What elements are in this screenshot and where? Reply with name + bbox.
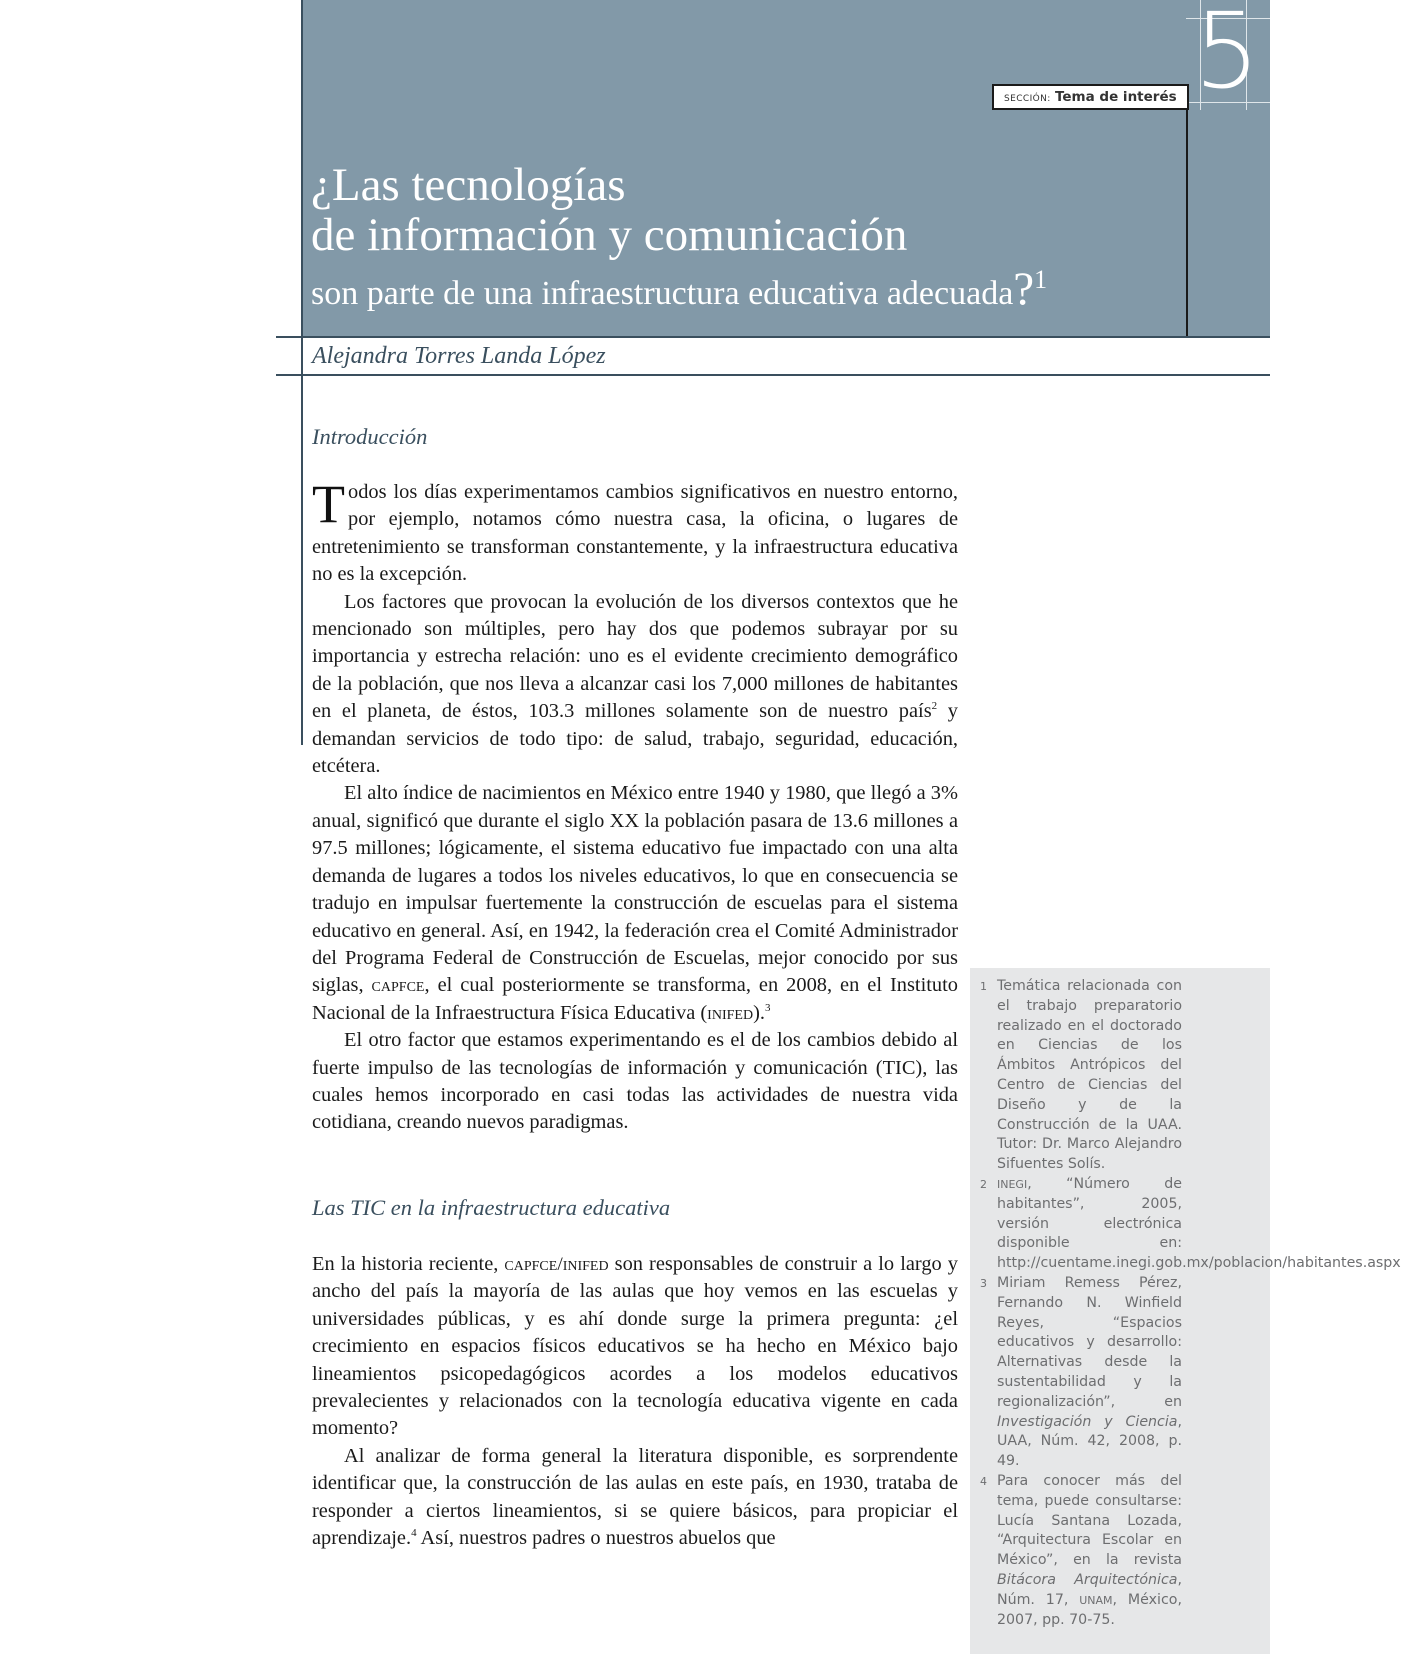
footnote [980,1472,1182,1630]
section-value: Tema de interés [1054,89,1177,105]
author-name: Alejandra Torres Landa López [312,343,606,369]
title-question-mark: ? [1013,263,1035,315]
header-frame-vertical [1186,95,1188,337]
footnote-text: Temática relacionada con el trabajo preparatorio realizado en el doctorado en Ciencias de los Ámbitos Antrópicos del Centro de Ciencias del Diseño y de la Construcción de la UAA. Tutor: Dr. Marco Alejandro Sifuentes Solís. [997,978,1182,1173]
title-line-3-text: son parte de una infraestructura educativa adecuada [311,275,1014,312]
title-line-1: ¿Las tecnologías [311,159,626,211]
footnote [980,1175,1401,1274]
acronym: capfce/inifed [504,1254,609,1275]
footnote-number: 3 [980,1276,987,1290]
paragraph-text: , el cual posteriormente se transforma, en 2008, en el Instituto Nacional de la Infraestructura Física Educativa ( [312,974,958,1024]
footnote-ref: 3 [764,1001,771,1014]
paragraph [312,474,958,589]
footnote-text: Miriam Remess Pérez, Fernando N. Winfield Reyes, “Espacios educativos y desarrollo: Alternativas desde la sustentabilidad y la regionalización”, en [997,1274,1182,1410]
acronym: UNAM [1079,1593,1113,1607]
title-line-3 [311,260,1047,314]
paragraph-text: Así, nuestros padres o nuestros abuelos que [416,1527,776,1550]
paragraph [312,1027,958,1137]
footnote-number: 2 [980,1177,987,1191]
section-label: SECCIÓN: [1004,94,1051,104]
paragraph-text: Al analizar de forma general la literatura disponible, es sorprendente identificar que, la construcción de las aulas en este país, en 1930, trataba de responder a ciertos lineamientos, si se quiere básicos, para propiciar el aprendizaje. [312,1444,958,1550]
author-bottom-rule [276,374,1270,376]
paragraph-text: son responsables de construir a lo largo y ancho del país la mayoría de las aulas que hoy vemos en las escuelas y universidades públicas, y es ahí donde surge la primera pregunta: ¿el crecimiento en espacios físicos educativos se ha hecho en México bajo lineamientos psicopedagógicos acordes a los modelos educativos prevalecientes y relacionados con la tecnología educativa vigente en cada momento? [312,1253,958,1440]
acronym: inifed [707,1002,754,1024]
paragraph [312,589,958,781]
footnote-ref: 2 [931,700,938,713]
footnote [980,977,1182,1175]
acronym: capfce [371,975,425,997]
title-footnote-ref: 1 [1034,265,1048,294]
paragraph [312,1251,958,1443]
footnote-number: 4 [980,1474,987,1488]
footnote-text: , “Número de habitantes”, 2005, versión electrónica disponible en: http://cuentame.inegi.gob.mx/poblacion/habitantes.aspx [997,1175,1401,1272]
paragraph-text: Los factores que provocan la evolución de los diversos contextos que he mencionado son múltiples, pero hay dos que podemos subrayar por su importancia y estrecha relación: uno es el evidente crecimiento demográfico de la población, que nos lleva a alcanzar casi los 7,000 millones de habitantes en el planeta, de éstos, 103.3 millones solamente son de nuestro país [312,590,958,723]
title-line-2: de información y comunicación [311,209,908,261]
paragraph-text: ). [753,1001,765,1024]
paragraph-text: El alto índice de nacimientos en México entre 1940 y 1980, que llegó a 3% anual, significó que durante el siglo XX la población pasara de 13.6 millones a 97.5 millones; lógicamente, el sistema educativo fue impactado con una alta demanda de lugares a todos los niveles educativos, lo que en consecuencia se tradujo en impulsar fuertemente la construcción de escuelas para el sistema educativo en general. Así, en 1942, la federación crea el Comité Administrador del Programa Federal de Construcción de Escuelas, mejor conocido por sus siglas, [312,782,958,997]
drop-cap: T [312,474,345,534]
footnote-text: , UAA, Núm. 42, 2008, p. 49. [997,1413,1182,1470]
footnote-text: , Núm. 17, [997,1571,1182,1608]
tic-body [312,1251,958,1552]
header-left-rule [301,0,303,745]
footnotes [980,977,1401,1630]
intro-body [312,474,959,1137]
heading-introduction: Introducción [312,424,428,449]
footnote-number: 1 [980,980,987,993]
paragraph-text: En la historia reciente, [312,1253,505,1275]
footnote-ref: 4 [411,1527,417,1540]
paragraph [312,780,958,1027]
journal-name: Bitácora Arquitectónica [997,1571,1178,1588]
heading-tic: Las TIC en la infraestructura educativa [312,1195,671,1220]
paragraph-text: y demandan servicios de todo tipo: de salud, trabajo, seguridad, educación, etcétera. [312,700,959,778]
paragraph-text: odos los días experimentamos cambios significativos en nuestro entorno, por ejemplo, notamos cómo nuestra casa, la oficina, o lugares de entretenimiento se transforman constantemente, y la infraestructura educativa no es la excepción. [312,481,958,586]
journal-name: Investigación y Ciencia [997,1413,1178,1430]
footnote-text: , México, 2007, pp. 70-75. [997,1591,1182,1628]
footnote-text: Para conocer más del tema, puede consultarse: Lucía Santana Lozada, “Arquitectura Escolar en México”, en la revista [997,1472,1182,1569]
article-title [311,160,1047,314]
header-bottom-rule [276,336,1270,338]
acronym: INEGI [997,1177,1028,1191]
paragraph-text: El otro factor que estamos experimentando es el de los cambios debido al fuerte impulso de las tecnologías de información y comunicación (TIC), las cuales hemos incorporado en casi todas las actividades de nuestra vida cotidiana, creando nuevos paradigmas. [312,1029,958,1134]
paragraph [312,1443,958,1553]
section-tag [992,84,1189,110]
page-number: 5 [1193,0,1261,112]
footnote [980,1274,1182,1472]
